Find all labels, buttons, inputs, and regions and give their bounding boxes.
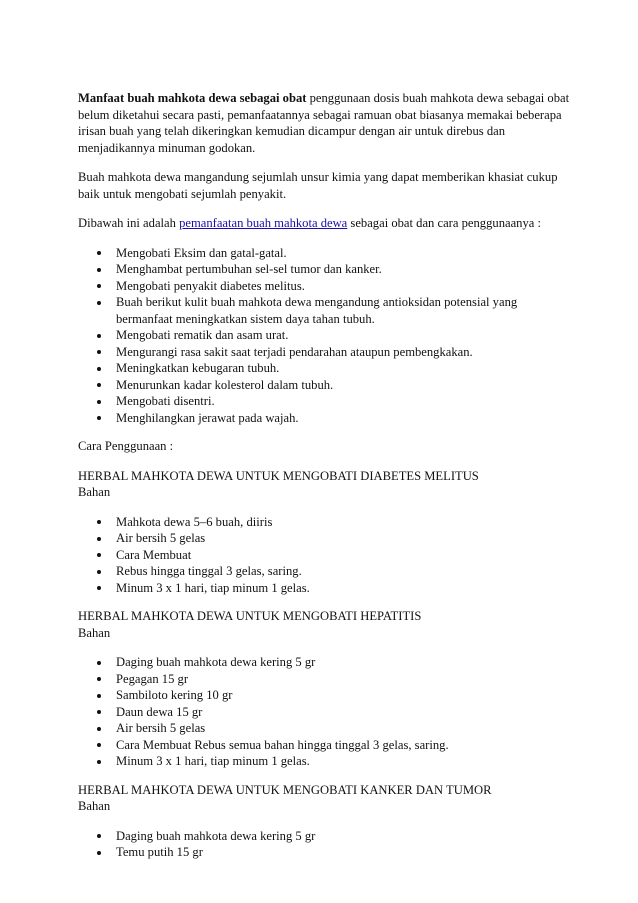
list-item: Temu putih 15 gr (78, 844, 570, 861)
list-item: Daging buah mahkota dewa kering 5 gr (78, 654, 570, 671)
section-title-hepatitis: HERBAL MAHKOTA DEWA UNTUK MENGOBATI HEPATITIS (78, 609, 422, 623)
list-item: Mengobati Eksim dan gatal-gatal. (78, 245, 570, 262)
list-item: Mengurangi rasa sakit saat terjadi pendarahan ataupun pembengkakan. (78, 344, 570, 361)
section-subtitle: Bahan (78, 625, 111, 640)
list-item: Cara Membuat (78, 547, 570, 564)
section-title-cancer-tumor: HERBAL MAHKOTA DEWA UNTUK MENGOBATI KANKER DAN TUMOR (78, 782, 492, 797)
list-item: Daun dewa 15 gr (78, 704, 570, 721)
intro-text: penggunaan dosis buah mahkota dewa sebagai obat belum diketahui secara pasti, pemanfaatannya sebagai ramuan obat biasanya memakai beberapa irisan buah yang telah dikeringkan kemudian dicampur dengan air untuk direbus dan menjadikannya minuman godokan. (78, 91, 570, 155)
list-item: Rebus hingga tinggal 3 gelas, saring. (78, 563, 570, 580)
ingredients-list-diabetes (78, 514, 570, 597)
usage-heading: Cara Penggunaan : (78, 439, 174, 453)
list-item: Mengobati penyakit diabetes melitus. (78, 278, 570, 295)
list-item: Buah berikut kulit buah mahkota dewa mengandung antioksidan potensial yang bermanfaat meningkatkan sistem daya tahan tubuh. (78, 294, 570, 327)
list-item: Daging buah mahkota dewa kering 5 gr (78, 828, 570, 845)
section-subtitle: Bahan (78, 485, 111, 499)
list-item: Minum 3 x 1 hari, tiap minum 1 gelas. (78, 580, 570, 597)
list-item: Pegagan 15 gr (78, 671, 570, 688)
uses-intro-before: Dibawah ini adalah (78, 216, 180, 230)
list-item: Menghilangkan jerawat pada wajah. (78, 410, 570, 427)
document-page (78, 90, 570, 873)
composition-paragraph: Buah mahkota dewa mangandung sejumlah unsur kimia yang dapat memberikan khasiat cukup baik untuk mengobati sejumlah penyakit. (78, 170, 558, 201)
intro-paragraph (78, 90, 570, 156)
list-item: Sambiloto kering 10 gr (78, 687, 570, 704)
list-item: Menurunkan kadar kolesterol dalam tubuh. (78, 377, 570, 394)
ingredients-list-cancer-tumor (78, 828, 570, 861)
list-item: Air bersih 5 gelas (78, 530, 570, 547)
list-item: Mengobati disentri. (78, 393, 570, 410)
list-item: Minum 3 x 1 hari, tiap minum 1 gelas. (78, 753, 570, 770)
uses-intro-paragraph (78, 215, 570, 232)
list-item: Menghambat pertumbuhan sel-sel tumor dan kanker. (78, 261, 570, 278)
list-item: Cara Membuat Rebus semua bahan hingga tinggal 3 gelas, saring. (78, 737, 570, 754)
section-subtitle: Bahan (78, 799, 111, 813)
list-item: Mengobati rematik dan asam urat. (78, 327, 570, 344)
intro-bold-lead: Manfaat buah mahkota dewa sebagai obat (78, 91, 307, 105)
section-title-diabetes: HERBAL MAHKOTA DEWA UNTUK MENGOBATI DIABETES MELITUS (78, 468, 479, 483)
benefits-link[interactable]: pemanfaatan buah mahkota dewa (179, 216, 348, 230)
benefits-list (78, 245, 570, 427)
uses-intro-after: sebagai obat dan cara penggunaanya : (347, 216, 541, 230)
ingredients-list-hepatitis (78, 654, 570, 770)
list-item: Mahkota dewa 5–6 buah, diiris (78, 514, 570, 531)
list-item: Air bersih 5 gelas (78, 720, 570, 737)
list-item: Meningkatkan kebugaran tubuh. (78, 360, 570, 377)
